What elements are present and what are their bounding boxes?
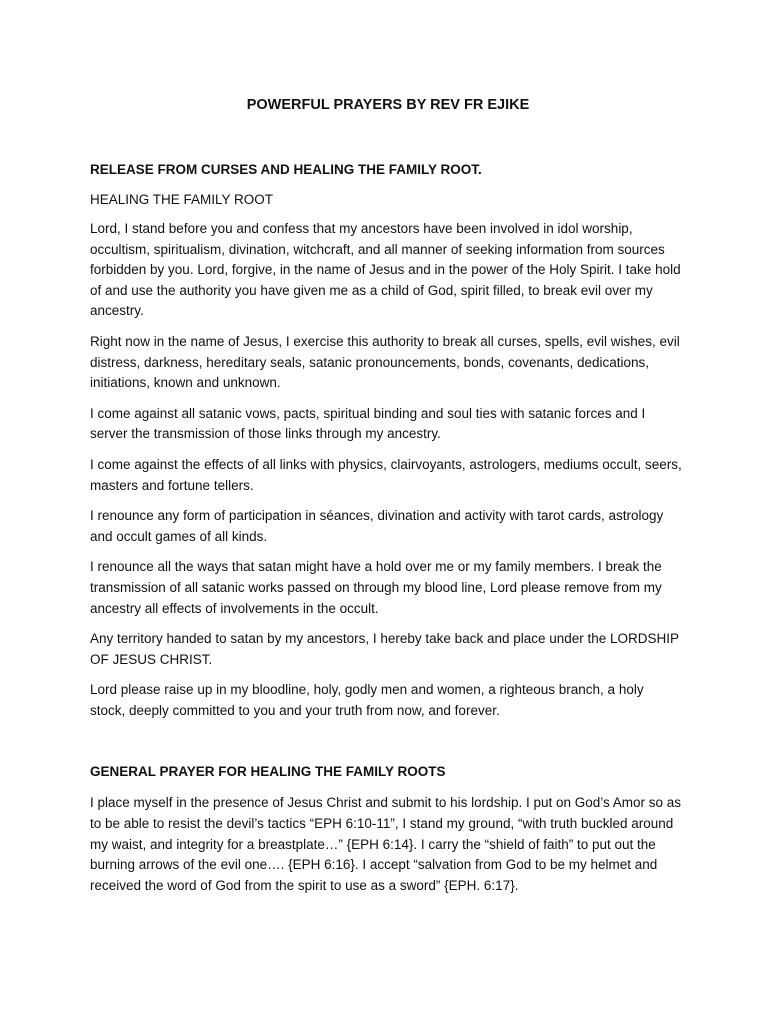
section-subheading: HEALING THE FAMILY ROOT (90, 192, 274, 207)
document-body (90, 95, 682, 906)
section-heading: GENERAL PRAYER FOR HEALING THE FAMILY ROOTS (90, 764, 446, 780)
paragraph: I place myself in the presence of Jesus Christ and submit to his lordship. I put on God’s Amor so as to be able to resist the devil’s tactics “EPH 6:10-11”, I stand my ground, “with truth buckled around my waist, and integrity for a breastplate…” {EPH 6:14}. I carry the “shield of faith” to put out the burning arrows of the evil one…. {EPH 6:16}. I accept “salvation from God to be my helmet and received the word of God from the spirit to use as a sword” {EPH. 6:17}. (90, 795, 682, 893)
section-heading: RELEASE FROM CURSES AND HEALING THE FAMILY ROOT. (90, 162, 482, 177)
section-spacer (90, 731, 682, 763)
paragraph: Any territory handed to satan by my ancestors, I hereby take back and place under the LORDSHIP OF JESUS CHRIST. (90, 631, 679, 667)
paragraph: Lord, I stand before you and confess that my ancestors have been involved in idol worship, occultism, spiritualism, divination, witchcraft, and all manner of seeking information from sources forbidden by you. Lord, forgive, in the name of Jesus and in the power of the Holy Spirit. I take hold of and use the authority you have given me as a child of God, spirit filled, to break evil over my ancestry. (90, 221, 681, 319)
paragraph: Right now in the name of Jesus, I exercise this authority to break all curses, spells, evil wishes, evil distress, darkness, hereditary seals, satanic pronouncements, bonds, covenants, dedications, initiations, known and unknown. (90, 333, 680, 391)
paragraph: I come against the effects of all links with physics, clairvoyants, astrologers, mediums occult, seers, masters and fortune tellers. (90, 456, 682, 493)
paragraph: I come against all satanic vows, pacts, spiritual binding and soul ties with satanic forces and I server the transmission of those links through my ancestry. (90, 405, 646, 442)
paragraph: I renounce all the ways that satan might have a hold over me or my family members. I break the transmission of all satanic works passed on through my blood line, Lord please remove from my ancestry all effects of involvements in the occult. (90, 559, 662, 616)
document-title: POWERFUL PRAYERS BY REV FR EJIKE (246, 97, 530, 113)
section-general-prayer (90, 763, 682, 896)
paragraph: I renounce any form of participation in séances, divination and activity with tarot cards, astrology and occult games of all kinds. (90, 508, 664, 544)
paragraph: Lord please raise up in my bloodline, holy, godly men and women, a righteous branch, a holy stock, deeply committed to you and your truth from now, and forever. (90, 682, 644, 718)
section-release-from-curses (90, 161, 682, 721)
